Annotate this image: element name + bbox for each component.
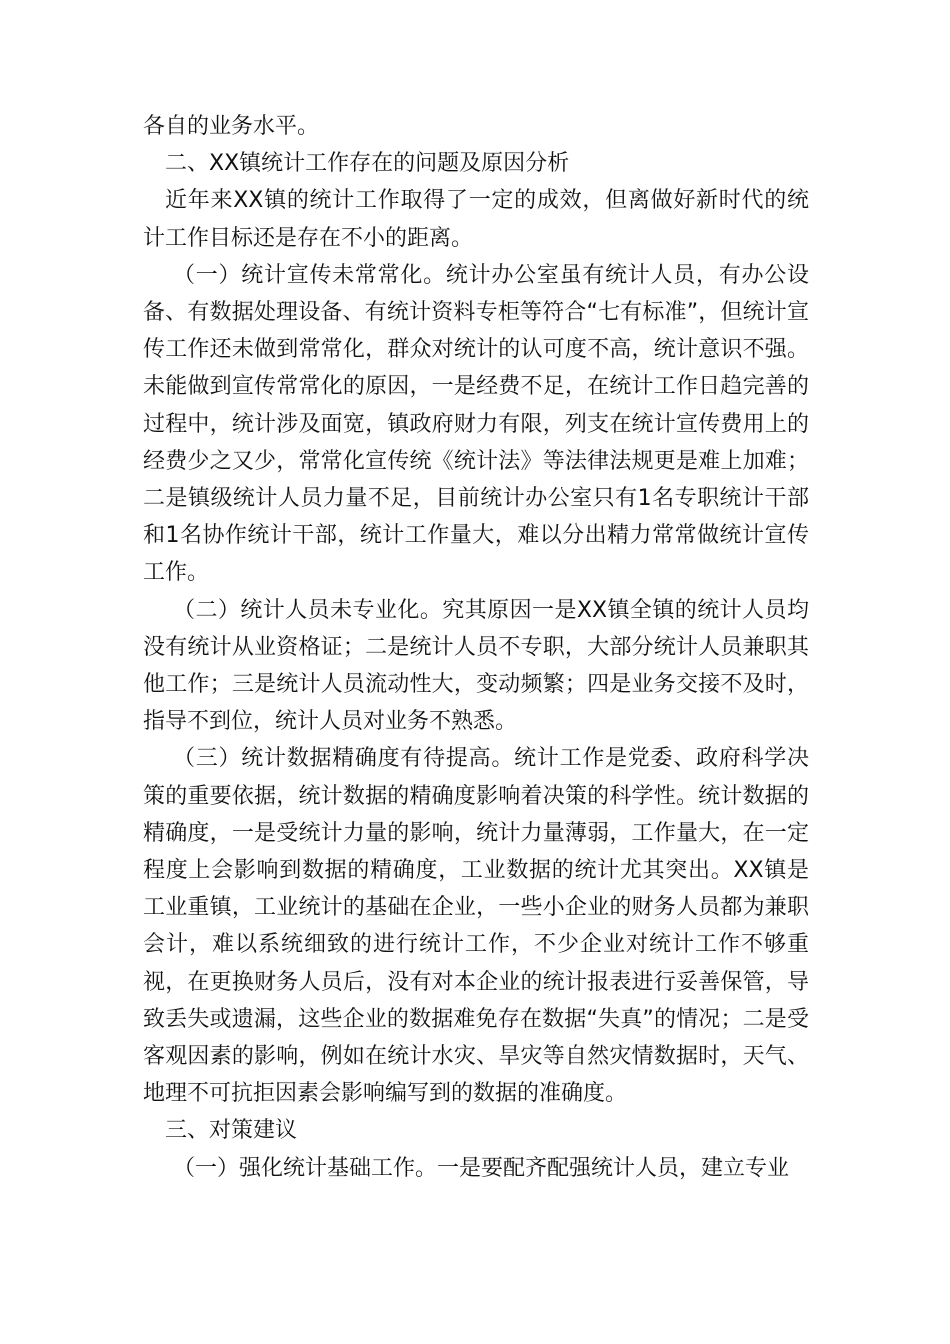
document-body	[143, 108, 809, 1187]
paragraph-countermeasure-one: （一）强化统计基础工作。一是要配齐配强统计人员，建立专业	[173, 1155, 790, 1181]
section-heading-two: 二、XX镇统计工作存在的问题及原因分析	[165, 151, 570, 177]
paragraph-publicity-issue: （一）统计宣传未常常化。统计办公室虽有统计人员，有办公设备、有数据处理设备、有统计资料专柜等符合“七有标准”，但统计宣传工作还未做到常常化，群众对统计的认可度不高，统计意识不强。未能做到宣传常常化的原因，一是经费不足，在统计工作日趋完善的过程中，统计涉及面宽，镇政府财力有限，列支在统计宣传费用上的经费少之又少，常常化宣传统《统计法》等法律法规更是难上加难；二是镇级统计人员力量不足，目前统计办公室只有1名专职统计干部和1名协作统计干部，统计工作量大，难以分出精力常常做统计宣传工作。	[143, 262, 809, 586]
paragraph-accuracy-issue: （三）统计数据精确度有待提高。统计工作是党委、政府科学决策的重要依据，统计数据的精确度影响着决策的科学性。统计数据的精确度，一是受统计力量的影响，统计力量薄弱，工作量大，在一定程度上会影响到数据的精确度，工业数据的统计尤其突出。XX镇是工业重镇，工业统计的基础在企业，一些小企业的财务人员都为兼职会计，难以系统细致的进行统计工作，不少企业对统计工作不够重视，在更换财务人员后，没有对本企业的统计报表进行妥善保管，导致丢失或遗漏，这些企业的数据难免存在数据“失真”的情况；二是受客观因素的影响，例如在统计水灾、旱灾等自然灾情数据时，天气、地理不可抗拒因素会影响编写到的数据的准确度。	[143, 746, 809, 1107]
paragraph-staff-issue: （二）统计人员未专业化。究其原因一是XX镇全镇的统计人员均没有统计从业资格证；二是统计人员不专职，大部分统计人员兼职其他工作；三是统计人员流动性大，变动频繁；四是业务交接不及时，指导不到位，统计人员对业务不熟悉。	[143, 597, 809, 735]
paragraph-intro: 近年来XX镇的统计工作取得了一定的成效，但离做好新时代的统计工作目标还是存在不小的距离。	[143, 188, 809, 251]
section-heading-three: 三、对策建议	[165, 1118, 298, 1144]
paragraph-continuation: 各自的业务水平。	[143, 114, 320, 139]
